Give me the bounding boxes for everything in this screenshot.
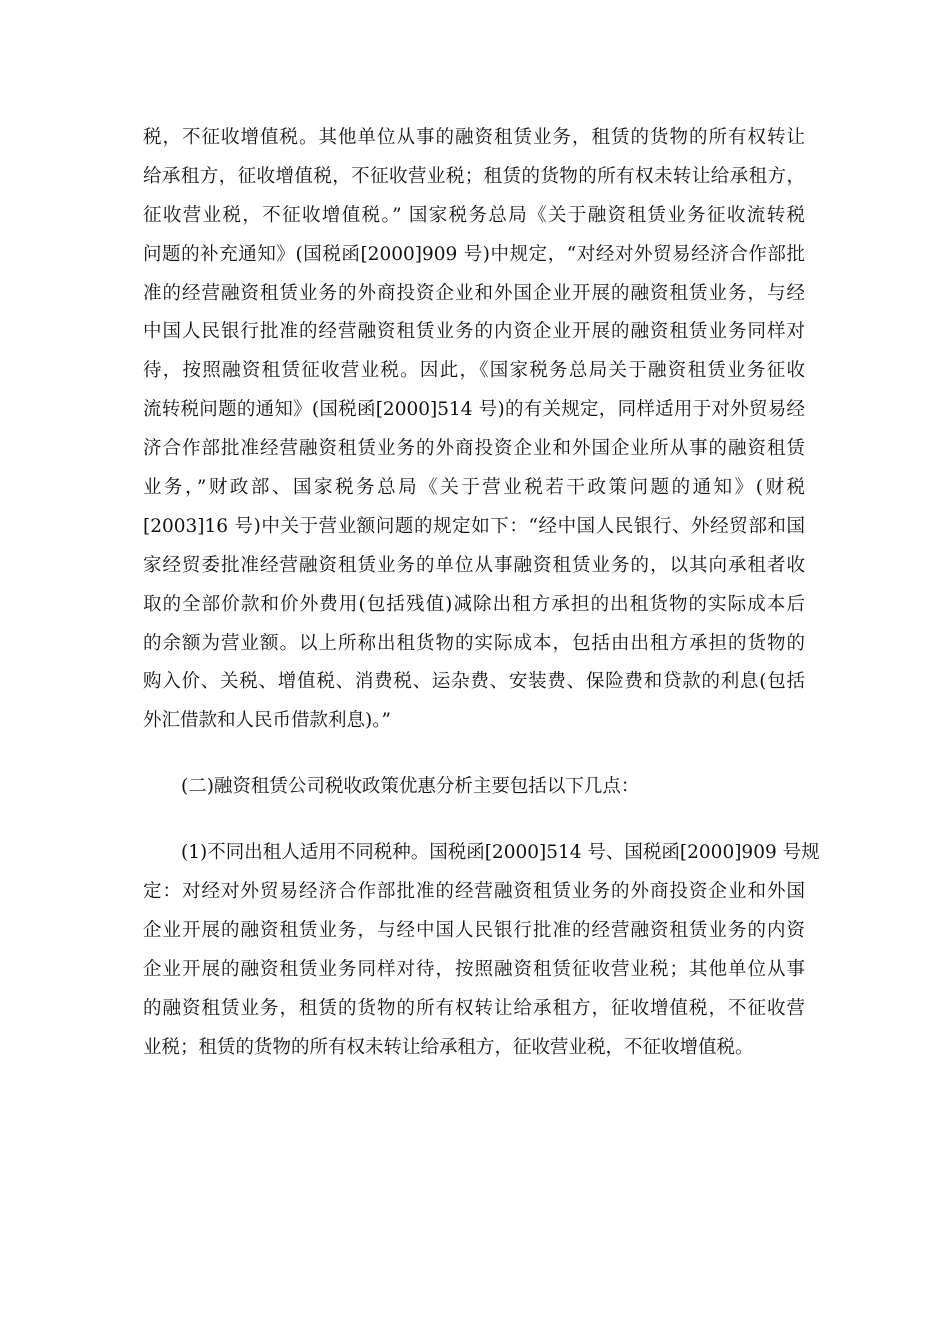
paragraph-1 (143, 119, 805, 741)
text-line: 企业开展的融资租赁业务同样对待，按照融资租赁征收营业税；其他单位从事 (143, 958, 805, 980)
text-line: 问题的补充通知》(国税函[2000]909 号)中规定，“对经对外贸易经济合作部批 (143, 243, 805, 265)
text-line: 税，不征收增值税。其他单位从事的融资租赁业务，租赁的货物的所有权转让 (143, 127, 805, 148)
text-line: 业税；租赁的货物的所有权未转让给承租方，征收营业税，不征收增值税。 (143, 1036, 754, 1058)
text-line: 中国人民银行批准的经营融资租赁业务的内资企业开展的融资租赁业务同样对 (143, 321, 805, 343)
text-line: 取的全部价款和价外费用(包括残值)减除出租方承担的出租货物的实际成本后 (143, 593, 805, 615)
document-body (143, 119, 820, 1067)
text-line: 的余额为营业额。以上所称出租货物的实际成本，包括由出租方承担的货物的 (143, 632, 805, 654)
text-line: 的融资租赁业务，租赁的货物的所有权转让给承租方，征收增值税，不征收营 (143, 997, 805, 1019)
text-line: 济合作部批准经营融资租赁业务的外商投资企业和外国企业所从事的融资租赁 (143, 438, 805, 460)
section-heading: (二)融资租赁公司税收政策优惠分析主要包括以下几点： (181, 776, 640, 798)
text-line: 准的经营融资租赁业务的外商投资企业和外国企业开展的融资租赁业务，与经 (143, 282, 805, 304)
text-line: [2003]16 号)中关于营业额问题的规定如下：“经中国人民银行、外经贸部和国 (143, 515, 805, 537)
paragraph-3 (143, 834, 820, 1067)
text-line: 给承租方，征收增值税，不征收营业税；租赁的货物的所有权未转让给承租方， (143, 165, 805, 187)
text-line: 购入价、关税、增值税、消费税、运杂费、安装费、保险费和贷款的利息(包括 (143, 671, 805, 693)
text-line: 待，按照融资租赁征收营业税。因此，《国家税务总局关于融资租赁业务征收 (143, 360, 805, 382)
text-line: 定：对经对外贸易经济合作部批准的经营融资租赁业务的外商投资企业和外国 (143, 881, 805, 903)
text-line: 业务，”财政部、国家税务总局《关于营业税若干政策问题的通知》(财税 (143, 477, 805, 499)
text-line: 家经贸委批准经营融资租赁业务的单位从事融资租赁业务的，以其向承租者收 (143, 554, 805, 576)
text-line: 流转税问题的通知》(国税函[2000]514 号)的有关规定，同样适用于对外贸易经 (143, 399, 805, 421)
paragraph-spacer (143, 741, 805, 768)
text-line: 外汇借款和人民币借款利息)。” (143, 710, 391, 732)
text-line: (1)不同出租人适用不同税种。国税函[2000]514 号、国税函[2000]909 号规 (181, 842, 820, 864)
paragraph-2 (143, 768, 805, 807)
text-line: 企业开展的融资租赁业务，与经中国人民银行批准的经营融资租赁业务的内资 (143, 919, 805, 941)
paragraph-spacer (143, 807, 805, 834)
text-line: 征收营业税，不征收增值税。” 国家税务总局《关于融资租赁业务征收流转税 (143, 204, 805, 226)
